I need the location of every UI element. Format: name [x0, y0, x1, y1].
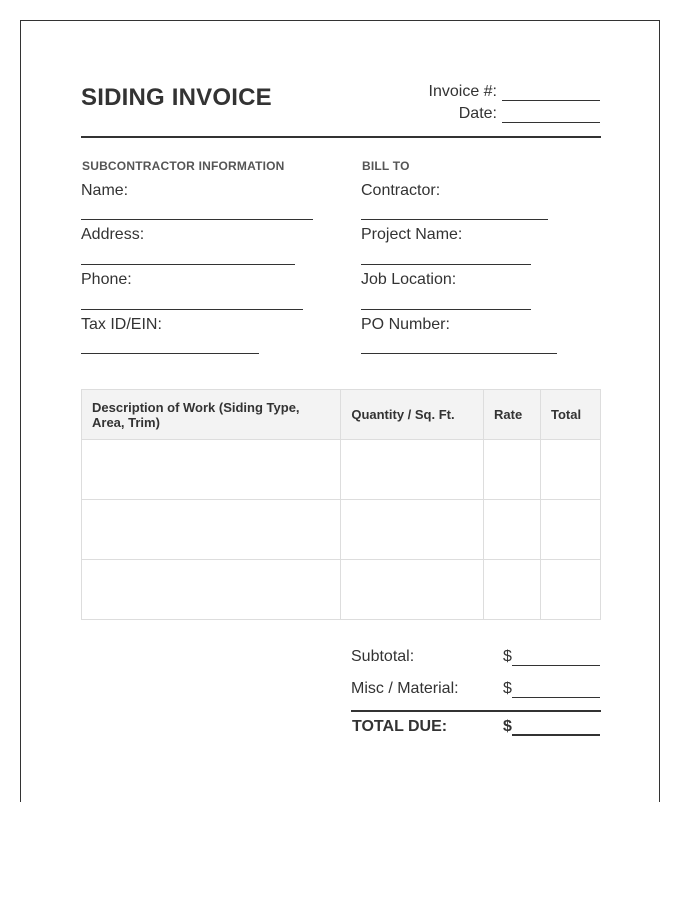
misc-material-currency: $ — [503, 680, 512, 697]
invoice-number-row — [429, 83, 600, 101]
table-row — [82, 560, 601, 620]
po-number-label: PO Number: — [361, 316, 450, 333]
quantity-cell[interactable] — [341, 500, 484, 560]
total-cell[interactable] — [541, 500, 601, 560]
subcontractor-address-field[interactable] — [81, 264, 295, 265]
total-due-value — [503, 718, 600, 736]
misc-material-field[interactable] — [512, 683, 600, 698]
invoice-date-label: Date: — [458, 105, 497, 122]
project-name-label: Project Name: — [361, 226, 463, 243]
total-cell[interactable] — [541, 440, 601, 500]
invoice-page — [20, 20, 660, 802]
subcontractor-name-field[interactable] — [81, 219, 313, 220]
po-number-field[interactable] — [361, 353, 557, 354]
table-row — [82, 440, 601, 500]
invoice-date-field[interactable] — [502, 108, 600, 123]
rate-header: Rate — [484, 390, 541, 440]
job-location-label: Job Location: — [361, 271, 457, 288]
subcontractor-phone-field[interactable] — [81, 309, 303, 310]
quantity-cell[interactable] — [341, 560, 484, 620]
contractor-label: Contractor: — [361, 182, 441, 199]
table-header-row — [82, 390, 601, 440]
subcontractor-tax-id-field[interactable] — [81, 353, 259, 354]
subtotal-currency: $ — [503, 648, 512, 665]
rate-cell[interactable] — [484, 500, 541, 560]
subtotal-label: Subtotal: — [351, 648, 415, 665]
misc-material-value — [503, 680, 600, 698]
summary-divider — [351, 710, 601, 712]
description-header: Description of Work (Siding Type, Area, Trim) — [82, 390, 341, 440]
line-items-table — [81, 389, 601, 620]
subcontractor-heading: SUBCONTRACTOR INFORMATION — [82, 159, 285, 173]
description-cell[interactable] — [82, 440, 341, 500]
invoice-date-row — [459, 105, 600, 123]
invoice-title: SIDING INVOICE — [81, 84, 272, 111]
quantity-cell[interactable] — [341, 440, 484, 500]
header-divider — [81, 136, 601, 138]
description-cell[interactable] — [82, 500, 341, 560]
subtotal-value — [503, 648, 600, 666]
rate-cell[interactable] — [484, 440, 541, 500]
bill-to-heading: BILL TO — [362, 159, 410, 173]
subtotal-field[interactable] — [512, 651, 600, 666]
quantity-header: Quantity / Sq. Ft. — [341, 390, 484, 440]
total-due-field[interactable] — [512, 720, 600, 736]
total-cell[interactable] — [541, 560, 601, 620]
table-row — [82, 500, 601, 560]
subcontractor-phone-label: Phone: — [81, 271, 132, 288]
rate-cell[interactable] — [484, 560, 541, 620]
invoice-number-label: Invoice #: — [428, 83, 497, 100]
subcontractor-name-label: Name: — [81, 182, 129, 199]
job-location-field[interactable] — [361, 309, 531, 310]
total-header: Total — [541, 390, 601, 440]
description-cell[interactable] — [82, 560, 341, 620]
misc-material-label: Misc / Material: — [351, 680, 459, 697]
total-due-label: TOTAL DUE: — [352, 718, 448, 735]
subcontractor-address-label: Address: — [81, 226, 145, 243]
project-name-field[interactable] — [361, 264, 531, 265]
invoice-number-field[interactable] — [502, 86, 600, 101]
contractor-field[interactable] — [361, 219, 548, 220]
subcontractor-tax-id-label: Tax ID/EIN: — [81, 316, 162, 333]
total-due-currency: $ — [503, 718, 512, 735]
